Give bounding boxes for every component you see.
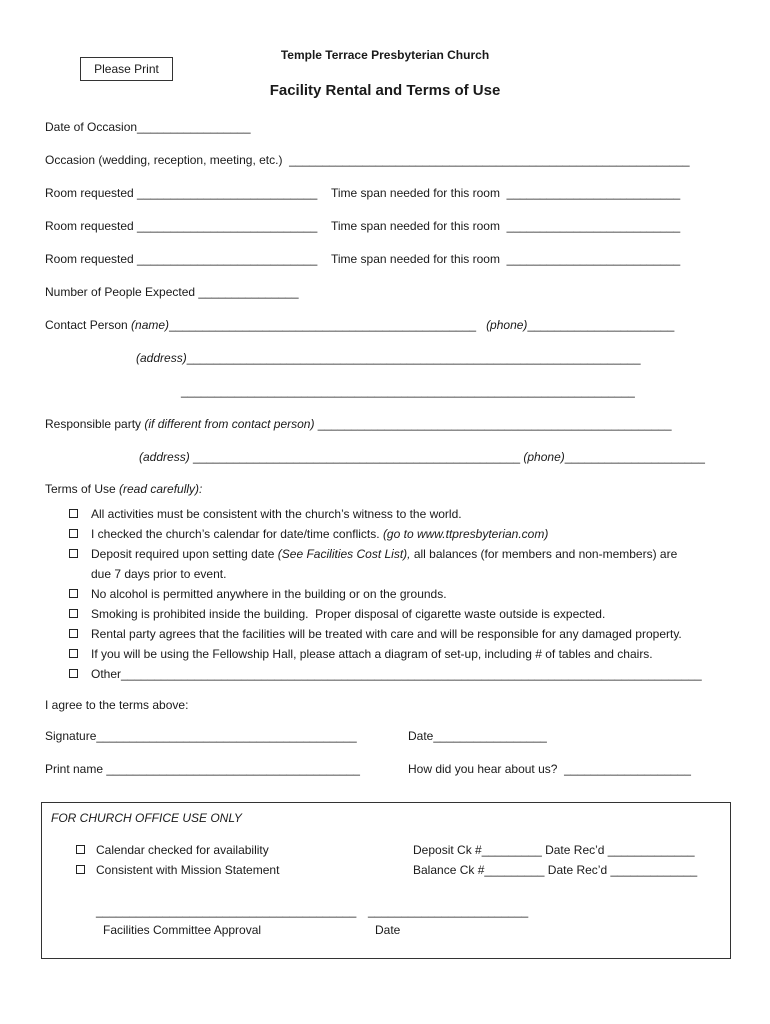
contact-address-line[interactable]: ____________________________________________________________________ [186, 351, 641, 365]
date-of-occasion-field[interactable]: Date of Occasion_________________ [45, 120, 251, 134]
signature-field[interactable]: Signature_______________________________________ [45, 729, 357, 743]
checkbox-icon[interactable] [76, 845, 85, 854]
checkbox-icon[interactable] [69, 629, 78, 638]
contact-person-label: Contact Person [45, 318, 132, 332]
checkbox-icon[interactable] [76, 865, 85, 874]
term-item-1: All activities must be consistent with the church’s witness to the world. [91, 507, 462, 521]
contact-phone-line[interactable]: ______________________ [527, 318, 675, 332]
term-item-3-tail: all balances (for members and non-members) are [410, 547, 678, 561]
checkbox-icon[interactable] [69, 649, 78, 658]
checkbox-icon[interactable] [69, 529, 78, 538]
approval-label: Facilities Committee Approval [103, 923, 262, 937]
term-item-5: Smoking is prohibited inside the building. Proper disposal of cigarette waste outside is expected. [91, 607, 606, 621]
responsible-party-row[interactable] [45, 417, 672, 431]
contact-name-line[interactable]: ______________________________________________ [169, 318, 487, 332]
term-item-3-continued: due 7 days prior to event. [91, 567, 227, 581]
approval-date-label: Date [375, 923, 401, 937]
approval-date-line[interactable]: ________________________ [368, 904, 529, 918]
term-item-other[interactable]: Other_______________________________________________________________________________________ [91, 667, 702, 681]
term-item-7: If you will be using the Fellowship Hall, please attach a diagram of set-up, including # of tables and chairs. [91, 647, 653, 661]
checkbox-icon[interactable] [69, 549, 78, 558]
checkbox-icon[interactable] [69, 589, 78, 598]
responsible-party-note: (if different from contact person) [144, 417, 315, 431]
term-item-3-note: (See Facilities Cost List), [277, 547, 411, 561]
agree-statement: I agree to the terms above: [45, 698, 189, 712]
term-item-4: No alcohol is permitted anywhere in the building or on the grounds. [91, 587, 447, 601]
page-title: Facility Rental and Terms of Use [269, 82, 501, 99]
office-use-heading: FOR CHURCH OFFICE USE ONLY [51, 811, 242, 825]
mission-statement-label: Consistent with Mission Statement [96, 863, 280, 877]
checkbox-icon[interactable] [69, 609, 78, 618]
time-span-field-3[interactable]: Time span needed for this room __________________________ [331, 252, 681, 266]
deposit-field[interactable]: Deposit Ck #_________ Date Rec’d _____________ [413, 843, 695, 857]
responsible-phone-line[interactable]: _____________________ [564, 450, 705, 464]
responsible-party-line[interactable]: _____________________________________________________ [314, 417, 672, 431]
office-use-box [41, 802, 731, 959]
heard-about-field[interactable]: How did you hear about us? ___________________ [408, 762, 691, 776]
responsible-address-row[interactable] [139, 450, 705, 464]
term-item-2-text: I checked the church’s calendar for date/time conflicts. [91, 527, 383, 541]
responsible-party-label: Responsible party [45, 417, 145, 431]
room-requested-field-2[interactable]: Room requested ___________________________ [45, 219, 318, 233]
responsible-phone-label: (phone) [523, 450, 565, 464]
contact-address-label: (address) [136, 351, 187, 365]
terms-heading [45, 482, 202, 496]
room-requested-field-1[interactable]: Room requested ___________________________ [45, 186, 318, 200]
terms-heading-note: (read carefully): [119, 482, 203, 496]
people-expected-field[interactable]: Number of People Expected _______________ [45, 285, 299, 299]
signature-date-field[interactable]: Date_________________ [408, 729, 547, 743]
contact-address-row[interactable] [136, 351, 641, 365]
balance-field[interactable]: Balance Ck #_________ Date Rec’d _____________ [413, 863, 698, 877]
contact-address-line-2[interactable]: ____________________________________________________________________ [181, 384, 635, 398]
checkbox-icon[interactable] [69, 509, 78, 518]
term-item-2 [91, 527, 548, 541]
term-item-3 [91, 547, 677, 561]
calendar-checked-label: Calendar checked for availability [96, 843, 269, 857]
organization-name: Temple Terrace Presbyterian Church [280, 48, 490, 62]
contact-person-row[interactable] [45, 318, 674, 332]
time-span-field-2[interactable]: Time span needed for this room __________________________ [331, 219, 681, 233]
term-item-3-text: Deposit required upon setting date [91, 547, 278, 561]
time-span-field-1[interactable]: Time span needed for this room __________________________ [331, 186, 681, 200]
room-requested-field-3[interactable]: Room requested ___________________________ [45, 252, 318, 266]
responsible-address-line[interactable]: _________________________________________________ [189, 450, 524, 464]
checkbox-icon[interactable] [69, 669, 78, 678]
please-print-box: Please Print [80, 57, 173, 81]
contact-phone-label: (phone) [486, 318, 528, 332]
terms-heading-label: Terms of Use [45, 482, 120, 496]
approval-signature-line[interactable]: _______________________________________ [96, 904, 357, 918]
print-name-field[interactable]: Print name ______________________________________ [45, 762, 360, 776]
occasion-field[interactable]: Occasion (wedding, reception, meeting, etc.) ____________________________________________________________ [45, 153, 690, 167]
responsible-address-label: (address) [139, 450, 190, 464]
contact-name-label: (name) [131, 318, 170, 332]
term-item-2-link[interactable]: (go to www.ttpresbyterian.com) [382, 527, 549, 541]
term-item-6: Rental party agrees that the facilities will be treated with care and will be responsible for any damaged property. [91, 627, 682, 641]
